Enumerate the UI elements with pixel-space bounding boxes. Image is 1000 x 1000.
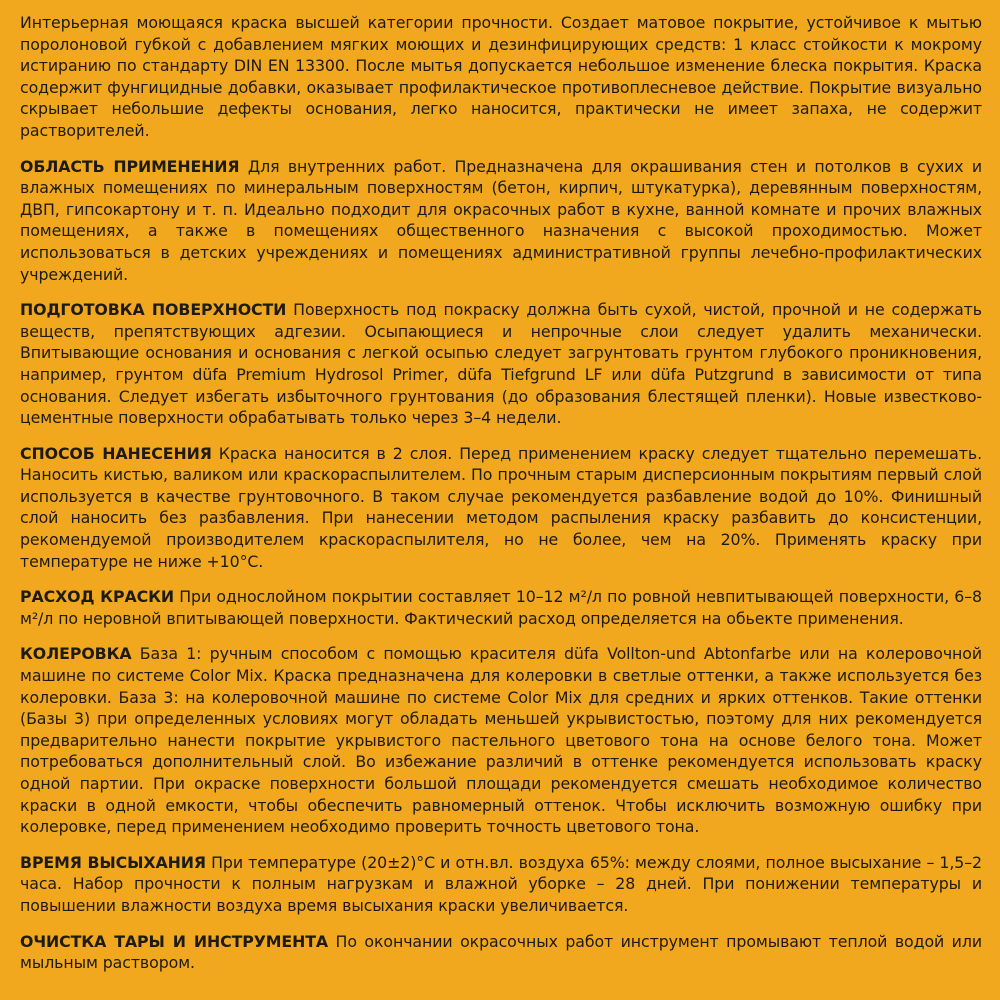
section-application-method	[20, 443, 982, 573]
section-paint-consumption	[20, 586, 982, 629]
section-heading: ОБЛАСТЬ ПРИМЕНЕНИЯ	[20, 156, 240, 176]
section-cleaning	[20, 931, 982, 974]
section-text: При температуре (20±2)°С и отн.вл. воздуха 65%: между слоями, полное высыхание – 1,5–2 часа. Набор прочности к полным нагрузкам и влажной уборке – 28 дней. При понижении температуры и повышении влажности воздуха время высыхания краски увеличивается.	[20, 852, 982, 915]
section-heading: РАСХОД КРАСКИ	[20, 587, 175, 607]
section-drying-time	[20, 852, 982, 917]
section-application-area	[20, 156, 982, 286]
section-text: Поверхность под покраску должна быть сухой, чистой, прочной и не содержать веществ, препятствующих адгезии. Осыпающиеся и непрочные слои следует удалить механически. Впитывающие основания и основания с легкой осыпью следует загрунтовать грунтом глубокого проникновения, например, грунтом düfa Premium Hydrosol Primer, düfa Tiefgrund LF или düfa Putzgrund в зависимости от типа основания. Следует избегать избыточного грунтования (до образования блестящей пленки). Новые известково-цементные поверхности обрабатывать только через 3–4 недели.	[20, 300, 982, 428]
section-heading: ОЧИСТКА ТАРЫ И ИНСТРУМЕНТА	[20, 931, 329, 951]
section-text: Краска наносится в 2 слоя. Перед применением краску следует тщательно перемешать. Наносить кистью, валиком или краскораспылителем. По прочным старым дисперсионным покрытиям первый слой используется в качестве грунтовочного. В таком случае рекомендуется разбавление водой до 10%. Финишный слой наносить без разбавления. При нанесении методом распыления краску разбавить до консистенции, рекомендуемой производителем краскораспылителя, но не более, чем на 20%. Применять краску при температуре не ниже +10°С.	[20, 443, 982, 571]
section-tinting	[20, 643, 982, 837]
section-text: При однослойном покрытии составляет 10–12 м²/л по ровной невпитывающей поверхности, 6–8 м²/л по неровной впитывающей поверхности. Фактический расход определяется на обьекте применения.	[20, 587, 983, 628]
section-surface-preparation	[20, 299, 982, 429]
intro-text: Интерьерная моющаяся краска высшей категории прочности. Создает матовое покрытие, устойчивое к мытью поролоновой губкой с добавлением мягких моющих и дезинфицирующих средств: 1 класс стойкости к мокрому истиранию по стандарту DIN EN 13300. После мытья допускается небольшое изменение блеска покрытия. Краска содержит фунгицидные добавки, оказывает профилактическое противоплесневое действие. Покрытие визуально скрывает небольшие дефекты основания, легко наносится, практически не имеет запаха, не содержит растворителей.	[20, 13, 982, 140]
section-heading: КОЛЕРОВКА	[20, 644, 132, 664]
section-text: Для внутренних работ. Предназначена для окрашивания стен и потолков в сухих и влажных помещениях по минеральным поверхностям (бетон, кирпич, штукатурка), деревянным поверхностям, ДВП, гипсокартону и т. п. Идеально подходит для окрасочных работ в кухне, ванной комнате и прочих влажных помещениях, а также в помещениях общественного назначения с высокой проходимостью. Может использоваться в детских учреждениях и помещениях административной группы лечебно-профилактических учреждений.	[20, 156, 982, 284]
section-heading: СПОСОБ НАНЕСЕНИЯ	[20, 443, 212, 463]
section-text: База 1: ручным способом с помощью красителя düfa Vollton-und Abtonfarbe или на колеровочной машине по системе Color Mix. Краска предназначена для колеровки в светлые оттенки, а также используется без колеровки. База 3: на колеровочной машине по системе Color Mix для средних и ярких оттенков. Такие оттенки (Базы 3) при определенных условиях могут обладать меньшей укрывистостью, поэтому для них рекомендуется предварительно нанести покрытие укрывистого пастельного цветового тона на основе белого тона. Может потребоваться дополнительный слой. Во избежание различий в оттенке рекомендуется использовать краску одной партии. При окраске поверхности большой площади рекомендуется смешать необходимое количество краски в одной емкости, чтобы обеспечить равномерный оттенок. Чтобы исключить возможную ошибку при колеровке, перед применением необходимо проверить точность цветового тона.	[20, 644, 983, 837]
intro-paragraph	[20, 12, 982, 142]
section-heading: ВРЕМЯ ВЫСЫХАНИЯ	[20, 852, 206, 872]
section-heading: ПОДГОТОВКА ПОВЕРХНОСТИ	[20, 300, 287, 320]
section-text: По окончании окрасочных работ инструмент промывают теплой водой или мыльным раствором.	[20, 931, 983, 973]
